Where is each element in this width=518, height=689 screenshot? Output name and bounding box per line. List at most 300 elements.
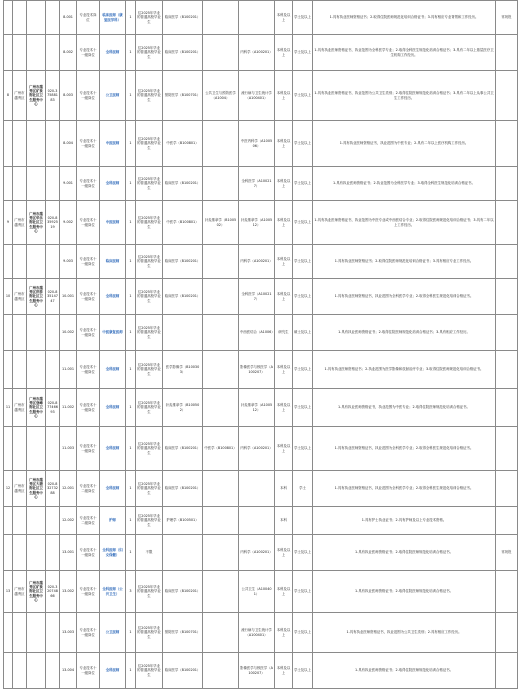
cell-num: 1 [126,535,136,571]
cell-post: 全科医师 [100,389,126,427]
cell-district [13,1,27,35]
cell-code: 9-003 [60,245,77,279]
cell-seq [4,653,13,689]
cell-seq [4,245,13,279]
table-row [4,351,518,389]
cell-post: 中医医师 [100,121,126,167]
cell-code: 10-001 [60,279,77,315]
cell-major2 [203,389,239,427]
cell-note [496,121,518,167]
cell-req: 1.具有执业医师资格证书，执业范围为全科医学专业；2.取得全科医生规范化培训合格证书。 [313,279,496,315]
cell-target: 往2025年毕业的普通高校毕业生 [136,471,163,507]
cell-major3: 全科医学（A100217） [239,279,275,315]
cell-major2 [203,351,239,389]
cell-req: 1.具有执业医师资格证书，执业范围为中医专业或中西医结合专业；2.取得住院医师规范化培训合格证书；3.具有二年以上工作经历。 [313,201,496,245]
cell-target: 往2025年毕业的普通高校毕业生 [136,201,163,245]
cell-seq: 13 [4,571,13,613]
cell-seq: 12 [4,471,13,507]
cell-note [496,427,518,471]
cell-target: 往2025年毕业的普通高校毕业生 [136,35,163,71]
table-row [4,201,518,245]
cell-major3: 流行病与卫生统计学（A100401） [239,613,275,653]
cell-degree: 学士及以上 [293,167,313,201]
cell-district [13,167,27,201]
cell-major: 临床医学（B100201） [163,471,203,507]
table-row [4,121,518,167]
cell-target: 往2025年毕业的普通高校毕业生 [136,351,163,389]
cell-major: 医学影像学（B100303） [163,351,203,389]
cell-seq: 11 [4,389,13,427]
cell-phone: 020-37588183 [46,71,60,121]
cell-target: 往2025年毕业的普通高校毕业生 [136,167,163,201]
cell-edu: 本科及以上 [275,167,293,201]
cell-degree [293,507,313,535]
cell-num: 1 [126,1,136,35]
cell-phone [46,245,60,279]
cell-phone: 020-83592519 [46,201,60,245]
cell-district: 广州市越秀区 [13,571,27,613]
cell-major3: 针灸推拿学（A100512） [239,389,275,427]
cell-major2: 中医学（B100801） [203,427,239,471]
cell-cat: 专业技术十一级岗位 [77,245,100,279]
table-row [4,71,518,121]
cell-edu: 本科及以上 [275,35,293,71]
cell-target: 往2025年毕业的普通高校毕业生 [136,653,163,689]
cell-unit: 广州市越秀区洪桥街社区卫生服务中心 [27,279,46,315]
table-row [4,1,518,35]
cell-degree: 学士及以上 [293,613,313,653]
cell-post: 公卫医师 [100,613,126,653]
cell-cat: 专业技术岗位 [77,1,100,35]
cell-district: 广州市越秀区 [13,279,27,315]
cell-code: 11-001 [60,351,77,389]
cell-major: 预防医学（B100701） [163,613,203,653]
cell-unit [27,613,46,653]
cell-edu: 本科 [275,471,293,507]
cell-major: 临床医学（B100201） [163,427,203,471]
cell-major: 临床医学（B100201） [163,279,203,315]
table-row [4,35,518,71]
cell-note [496,71,518,121]
cell-unit: 广州市越秀区登峰街社区卫生服务中心 [27,389,46,427]
cell-major3: 针灸推拿学（A100512） [239,201,275,245]
cell-num: 1 [126,201,136,245]
cell-district [13,351,27,389]
cell-edu: 本科 [275,507,293,535]
table-row [4,535,518,571]
cell-seq [4,121,13,167]
cell-district [13,121,27,167]
cell-major2 [203,315,239,351]
cell-phone: 020-32074866 [46,571,60,613]
cell-post: 全科医师 [100,35,126,71]
cell-post: 临床医师 [100,245,126,279]
cell-major3: 公共卫生（A100401） [239,571,275,613]
cell-degree: 学士及以上 [293,245,313,279]
cell-major [163,535,203,571]
cell-post: 全科医师（公共卫生） [100,571,126,613]
cell-major2 [203,35,239,71]
cell-note [496,167,518,201]
cell-edu: 本科及以上 [275,535,293,571]
cell-phone [46,535,60,571]
cell-degree: 学士及以上 [293,121,313,167]
cell-district [13,35,27,71]
cell-district [13,613,27,653]
cell-post: 全科医师 [100,279,126,315]
cell-note [496,245,518,279]
cell-code: 12-001 [60,471,77,507]
cell-major: 中医学（B100801） [163,121,203,167]
cell-major2: 公共卫生与预防医学（A1004） [203,71,239,121]
cell-major: 中医学（B100801） [163,201,203,245]
cell-major3 [239,471,275,507]
table-row [4,279,518,315]
cell-seq [4,507,13,535]
cell-cat: 专业技术十一级岗位 [77,535,100,571]
cell-major2 [203,121,239,167]
cell-major: 护理学（B100501） [163,507,203,535]
cell-unit [27,315,46,351]
cell-phone [46,351,60,389]
cell-district [13,507,27,535]
cell-code: 13-002 [60,571,77,613]
cell-target: 往2025年毕业的普通高校毕业生 [136,613,163,653]
cell-code: 8-002 [60,35,77,71]
cell-num: 1 [126,507,136,535]
cell-req: 1.具有执业医师资格证书；2.执业范围为全科医学专业；3.取得全科医生规范化培训合格证书。 [313,167,496,201]
cell-note: 常规报 [496,1,518,35]
cell-note [496,653,518,689]
cell-num: 1 [126,471,136,507]
table-row [4,315,518,351]
cell-cat: 专业技术十一级岗位 [77,121,100,167]
cell-edu: 本科及以上 [275,71,293,121]
cell-degree: 学士及以上 [293,201,313,245]
cell-post: 全科医师 [100,427,126,471]
cell-num: 1 [126,167,136,201]
cell-major3: 流行病与卫生统计学（A100401） [239,71,275,121]
cell-phone [46,507,60,535]
cell-degree: 学士及以上 [293,653,313,689]
cell-target: 不限 [136,535,163,571]
cell-edu: 本科及以上 [275,389,293,427]
cell-num: 1 [126,245,136,279]
cell-district: 广州市越秀区 [13,71,27,121]
cell-major2 [203,653,239,689]
cell-major2: 针灸推拿学（B100502） [203,201,239,245]
cell-target: 往2025年毕业的普通高校毕业生 [136,315,163,351]
cell-cat: 专业技术十一级岗位 [77,315,100,351]
cell-phone [46,35,60,71]
cell-num: 3 [126,571,136,613]
cell-req: 1.具有执业医师资格证书；2.执业范围为医学影像和放射治疗专业；3.取得住院医师规范化培训合格证书。 [313,351,496,389]
cell-major3: 内科学（A100201） [239,35,275,71]
cell-req: 1.具有执业医师资格证书；2.取得住院医师规范化培训合格证书；3.具有相应专业工作经历。 [313,245,496,279]
cell-seq [4,1,13,35]
cell-degree: 学士及以上 [293,71,313,121]
cell-major2 [203,1,239,35]
cell-target: 往2025年毕业的普通高校毕业生 [136,507,163,535]
table-row [4,507,518,535]
cell-phone [46,315,60,351]
cell-unit [27,507,46,535]
cell-edu: 本科及以上 [275,201,293,245]
cell-target: 往2025年毕业的普通高校毕业生 [136,427,163,471]
cell-phone [46,1,60,35]
cell-edu: 本科及以上 [275,245,293,279]
cell-phone [46,167,60,201]
table-body [4,1,518,689]
cell-edu: 本科及以上 [275,279,293,315]
recruitment-table [3,0,518,689]
cell-unit: 广州市越秀区华乐街社区卫生服务中心 [27,201,46,245]
cell-seq [4,613,13,653]
cell-target: 往2025年毕业的普通高校毕业生 [136,245,163,279]
cell-major3: 中医内科学（A100506） [239,121,275,167]
cell-num: 1 [126,71,136,121]
cell-code: 12-002 [60,507,77,535]
cell-major3: 影像医学与核医学（A100207） [239,653,275,689]
cell-note [496,571,518,613]
cell-unit [27,427,46,471]
table-row [4,571,518,613]
cell-degree: 硕士及以上 [293,315,313,351]
cell-seq [4,315,13,351]
cell-phone [46,427,60,471]
cell-cat: 专业技术十一级岗位 [77,279,100,315]
cell-unit: 广州市越秀区矿泉街社区卫生服务中心 [27,71,46,121]
cell-edu: 本科及以上 [275,613,293,653]
cell-code: 13-001 [60,535,77,571]
cell-req: 1.具有执业医师资格证书，执业范围为全科医学专业；2.取得全科医生规范化培训合格证书。 [313,427,496,471]
cell-seq [4,35,13,71]
cell-note [496,613,518,653]
cell-district [13,427,27,471]
cell-edu: 本科及以上 [275,351,293,389]
cell-cat: 专业技术十一级岗位 [77,201,100,245]
table-row [4,471,518,507]
cell-req: 1.具有执业医师资格证书，执业范围为公共卫生类别；2.取得住院医师规范化培训合格证书；3.具有二年以上从事公共卫生工作经历。 [313,71,496,121]
cell-note [496,35,518,71]
cell-phone [46,653,60,689]
cell-req: 1.具有护士执业证书；2.具有护师及以上专业技术资格。 [313,507,496,535]
cell-degree: 学士 [293,471,313,507]
cell-edu: 本科及以上 [275,571,293,613]
table-row [4,653,518,689]
cell-edu: 本科及以上 [275,653,293,689]
cell-code: 9-001 [60,167,77,201]
cell-post: 全科医师（妇女保健） [100,535,126,571]
cell-req: 1.具有执业医师资格证书；2.取得住院医师规范化培训合格证书。 [313,571,496,613]
cell-target: 往2025年毕业的普通高校毕业生 [136,279,163,315]
cell-code: 13-004 [60,653,77,689]
cell-unit [27,653,46,689]
cell-cat: 专业技术十一级岗位 [77,351,100,389]
table-row [4,389,518,427]
cell-unit [27,121,46,167]
cell-major3: 全科医学（A100217） [239,167,275,201]
cell-degree: 学士及以上 [293,351,313,389]
cell-note [496,471,518,507]
cell-seq [4,427,13,471]
cell-edu: 本科及以上 [275,121,293,167]
cell-major3: 内科学（A100201） [239,245,275,279]
cell-phone: 020-83514747 [46,279,60,315]
cell-major2 [203,245,239,279]
cell-unit [27,167,46,201]
cell-edu: 本科及以上 [275,1,293,35]
cell-cat: 专业技术十二级岗位 [77,471,100,507]
table-row [4,613,518,653]
cell-degree: 学士及以上 [293,389,313,427]
cell-note [496,507,518,535]
cell-req: 1.具有执业医师资格证书；2.取得住院医师规范化培训合格证书；3.具有相应工作经历。 [313,315,496,351]
cell-major [163,315,203,351]
cell-post: 临床医师（康复医学科） [100,1,126,35]
cell-target: 往2025年毕业的普通高校毕业生 [136,121,163,167]
cell-district [13,245,27,279]
cell-major: 临床医学（B100201） [163,571,203,613]
cell-degree: 学士及以上 [293,427,313,471]
cell-num: 1 [126,279,136,315]
cell-unit [27,1,46,35]
cell-note [496,279,518,315]
cell-code: 8-001 [60,1,77,35]
cell-num: 1 [126,121,136,167]
cell-seq [4,167,13,201]
cell-unit [27,535,46,571]
cell-major2 [203,571,239,613]
cell-cat: 专业技术十一级岗位 [77,71,100,121]
cell-district: 广州市越秀区 [13,471,27,507]
cell-cat: 专业技术十一级岗位 [77,389,100,427]
cell-major3 [239,1,275,35]
table-row [4,427,518,471]
cell-req: 1.具有执业医师资格证书；2.取得住院医师规范化培训合格证书；3.具有相应专业背景和工作经历。 [313,1,496,35]
cell-req: 1.具有执业医师资格证书，执业范围为全科医学专业；2.取得全科医生规范化培训合格证书。 [313,471,496,507]
cell-major2 [203,279,239,315]
cell-cat: 专业技术十一级岗位 [77,35,100,71]
cell-edu: 研究生 [275,315,293,351]
cell-major: 预防医学（B100701） [163,71,203,121]
cell-code: 11-003 [60,427,77,471]
cell-unit [27,351,46,389]
cell-code: 8-003 [60,71,77,121]
cell-code: 11-002 [60,389,77,427]
cell-post: 公卫医师 [100,71,126,121]
table-row [4,167,518,201]
cell-code: 13-003 [60,613,77,653]
cell-post: 全科医师 [100,167,126,201]
cell-phone: 020-83273288 [46,471,60,507]
cell-req: 1.具有执业医师资格证书，执业范围为公共卫生类别；2.具有相应工作经历。 [313,613,496,653]
cell-cat: 专业技术十一级岗位 [77,427,100,471]
cell-post: 护师 [100,507,126,535]
cell-note: 常规报 [496,535,518,571]
cell-req: 1.具有执业医师资格证书；2.取得住院医师规范化培训合格证书。 [313,535,496,571]
cell-target: 往2025年毕业的普通高校毕业生 [136,571,163,613]
cell-post: 全科医师 [100,351,126,389]
cell-major3: 内科学（A100201） [239,535,275,571]
cell-note [496,389,518,427]
cell-major3: 内科学（A100201） [239,427,275,471]
cell-district [13,315,27,351]
cell-req: 1.具有执业医师资格证书，执业范围为全科医学专业；2.取得全科医生规范化培训合格证书；3.具有二年以上基层医疗卫生机构工作经历。 [313,35,496,71]
cell-seq: 8 [4,71,13,121]
cell-unit: 广州市越秀区大塘街社区卫生服务中心 [27,471,46,507]
cell-district: 广州市越秀区 [13,201,27,245]
table-row [4,245,518,279]
cell-phone: 020-87746693 [46,389,60,427]
cell-district: 广州市越秀区 [13,389,27,427]
cell-major: 临床医学（B100201） [163,1,203,35]
cell-major2 [203,535,239,571]
cell-seq [4,535,13,571]
cell-req: 1.具有执业医师资格证书；2.取得住院医师规范化培训合格证书。 [313,653,496,689]
cell-cat: 专业技术十一级岗位 [77,167,100,201]
cell-seq: 9 [4,201,13,245]
cell-degree: 学士及以上 [293,571,313,613]
cell-seq: 10 [4,279,13,315]
cell-major2 [203,471,239,507]
cell-degree: 学士及以上 [293,279,313,315]
cell-major: 临床医学（B100201） [163,167,203,201]
cell-major2 [203,613,239,653]
cell-district [13,653,27,689]
cell-major2 [203,507,239,535]
cell-num: 1 [126,427,136,471]
cell-major: 临床医学（B100201） [163,245,203,279]
cell-num: 1 [126,389,136,427]
cell-post: 中医康复医师 [100,315,126,351]
cell-edu: 本科及以上 [275,427,293,471]
cell-seq [4,351,13,389]
cell-note [496,315,518,351]
cell-num: 1 [126,653,136,689]
cell-unit: 广州市越秀区矿泉街社区卫生服务中心 [27,571,46,613]
cell-code: 10-002 [60,315,77,351]
cell-degree: 学士及以上 [293,35,313,71]
cell-num: 1 [126,35,136,71]
cell-degree: 学士及以上 [293,1,313,35]
cell-major: 临床医学（B100201） [163,35,203,71]
cell-cat: 专业技术十一级岗位 [77,571,100,613]
cell-major: 临床医学（B100201） [163,653,203,689]
cell-district [13,535,27,571]
cell-post: 全科医师 [100,471,126,507]
cell-cat: 专业技术十一级岗位 [77,613,100,653]
cell-major3: 中西医结合（A1006） [239,315,275,351]
cell-unit [27,35,46,71]
cell-num: 1 [126,613,136,653]
cell-target: 往2025年毕业的普通高校毕业生 [136,71,163,121]
cell-code: 8-004 [60,121,77,167]
cell-target: 往2025年毕业的普通高校毕业生 [136,1,163,35]
cell-req: 1.具有执业医师资格证书，执业范围为中医专业；2.具有二年以上医疗机构工作经历。 [313,121,496,167]
cell-unit [27,245,46,279]
cell-code: 9-002 [60,201,77,245]
cell-post: 中医医师 [100,201,126,245]
cell-num: 1 [126,351,136,389]
cell-major3: 影像医学与核医学（A100207） [239,351,275,389]
cell-phone [46,613,60,653]
cell-num: 1 [126,315,136,351]
cell-phone [46,121,60,167]
cell-req: 1.具有执业医师资格证书，执业范围为中医专业；2.取得住院医师规范化培训合格证书。 [313,389,496,427]
cell-major2 [203,167,239,201]
cell-cat: 专业技术十一级岗位 [77,653,100,689]
